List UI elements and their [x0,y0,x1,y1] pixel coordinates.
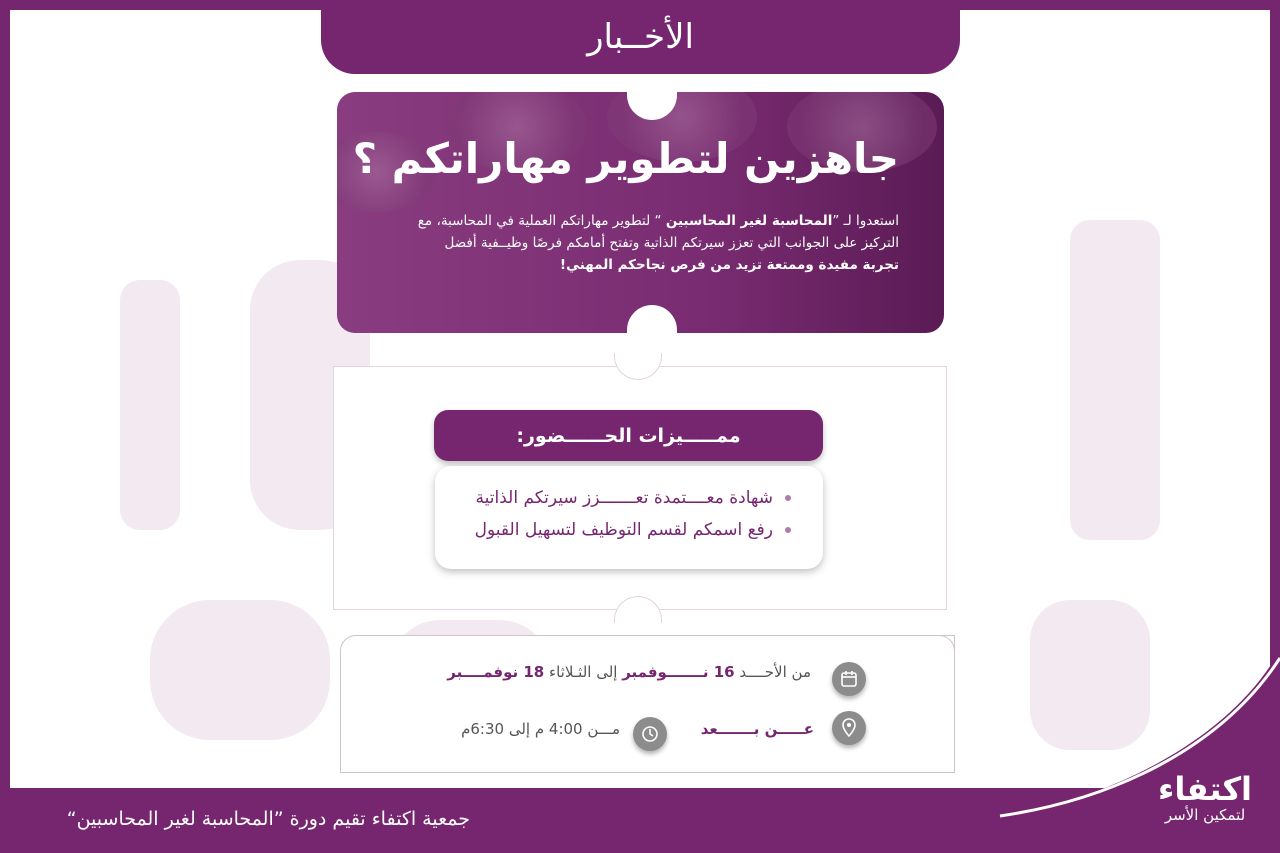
bullet-icon [785,527,791,533]
event-time: مـــن 4:00 م إلى 6:30م [461,720,620,738]
event-date: من الأحــــد 16 نـــــــوفمبر إلى الثـلاثاء 18 نوفمــــبر [447,663,811,681]
ektefaa-logo: اكتفاء لتمكين الأسر [1157,770,1253,824]
hero-banner [337,92,944,333]
bullet-icon [785,495,791,501]
features-title: ممـــــيزات الحــــــضور: [434,410,823,461]
list-item: رفع اسمكم لقسم التوظيف لتسهيل القبول [475,520,791,540]
hero-title: جاهزين لتطوير مهاراتكم ؟ [352,134,899,183]
calendar-icon [832,662,866,696]
event-info-panel [340,635,955,773]
page-title: الأخــبار [587,17,694,57]
list-item: شهادة معــــتمدة تعـــــــزز سيرتكم الذاتية [476,488,791,508]
news-header-tab [321,0,960,74]
location-pin-icon [832,711,866,745]
event-location: عـــــن بـــــــعد [700,720,814,738]
clock-icon [633,717,667,751]
hero-description: استعدوا لـ ”المحاسبة لغير المحاسبين “ لتطوير مهاراتكم العملية في المحاسبة، مع التركيز على الجوانب التي تعزز سيرتكم الذاتية وتفتح أمامكم فرصًا وظيــفية أفضل تجربة مفيدة وممتعة تزيد من فرص نجاحكم المهني! [417,213,899,273]
news-caption: جمعية اكتفاء تقيم دورة ”المحاسبة لغير المحاسبين“ [66,808,470,830]
features-list [435,466,823,569]
